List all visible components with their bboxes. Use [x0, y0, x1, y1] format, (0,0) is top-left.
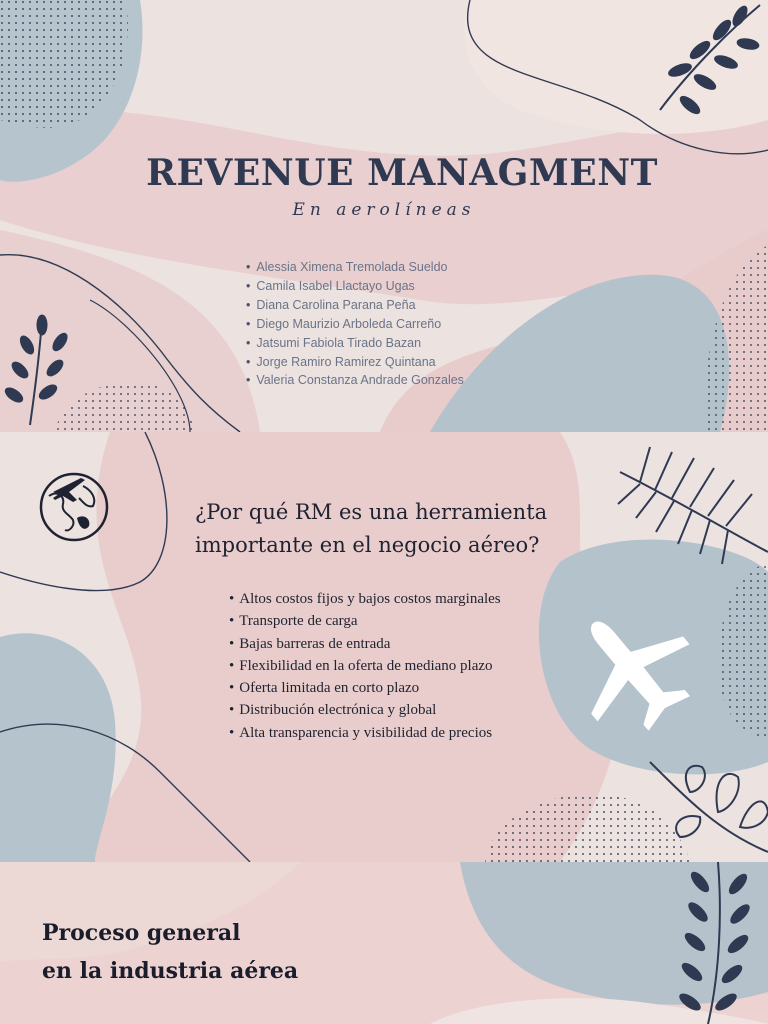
- reason-item: • Alta transparencia y visibilidad de precios: [229, 722, 529, 744]
- reason-item: • Oferta limitada en corto plazo: [229, 677, 529, 699]
- slide-title: [0, 0, 768, 432]
- slide2-title: ¿Por qué RM es una herramienta importante en el negocio aéreo?: [195, 500, 548, 557]
- author-item: • Jatsumi Fabiola Tirado Bazan: [246, 334, 464, 353]
- presentation-title: REVENUE MANAGMENT: [146, 152, 658, 194]
- reason-item: • Flexibilidad en la oferta de mediano plazo: [229, 655, 529, 677]
- reason-item: • Altos costos fijos y bajos costos marginales: [229, 588, 529, 610]
- presentation-subtitle: En aerolíneas: [292, 200, 476, 220]
- reason-item: • Transporte de carga: [229, 610, 529, 632]
- author-item: • Camila Isabel Llactayo Ugas: [246, 277, 464, 296]
- author-item: • Valeria Constanza Andrade Gonzales: [246, 371, 464, 390]
- slide-why-rm: [0, 432, 768, 862]
- slide3-title: [42, 914, 372, 990]
- author-item: • Alessia Ximena Tremolada Sueldo: [246, 258, 464, 277]
- reason-item: • Distribución electrónica y global: [229, 699, 529, 721]
- airplane-icon: [567, 607, 697, 732]
- slide3-title-line1: Proceso general: [42, 920, 241, 946]
- slide-process: [0, 862, 768, 1024]
- author-item: • Diego Maurizio Arboleda Carreño: [246, 315, 464, 334]
- slide3-title-line2: en la industria aérea: [42, 958, 299, 984]
- author-item: • Jorge Ramiro Ramirez Quintana: [246, 353, 464, 372]
- reason-item: • Bajas barreras de entrada: [229, 633, 529, 655]
- author-list: [246, 258, 464, 390]
- globe-plane-icon: [35, 468, 113, 546]
- reasons-list: [229, 588, 529, 744]
- author-item: • Diana Carolina Parana Peña: [246, 296, 464, 315]
